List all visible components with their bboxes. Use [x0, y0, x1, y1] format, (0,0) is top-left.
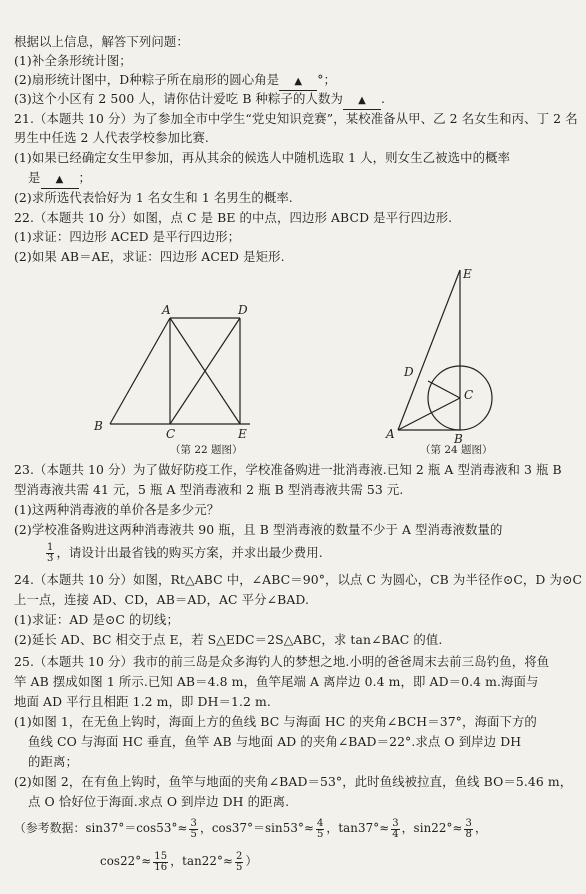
- q25-title: 25.（本题共 10 分）我市的前三岛是众多海钓人的梦想之地.小明的爸爸周末去前三岛钓鱼，将鱼: [14, 654, 550, 669]
- label-E: E: [463, 267, 472, 281]
- answer-blank: ▲: [279, 72, 317, 91]
- label-B: B: [94, 419, 103, 433]
- q25-part1-cont2: 的距离；: [28, 754, 78, 769]
- q21-line2: 男生中任选 2 人代表学校参加比赛.: [14, 130, 209, 145]
- q-part-3: (3)这个小区有 2 500 人，请你估计爱吃 B 种粽子的人数为 ▲ .: [14, 91, 576, 110]
- q25-part2-cont: 点 O 恰好位于海面.求点 O 到岸边 DH 的距离.: [28, 794, 290, 809]
- figure-24-caption: （第 24 题图）: [420, 444, 493, 456]
- label-B: B: [454, 432, 463, 445]
- q23-part1: (1)这两种消毒液的单价各是多少元？: [14, 502, 220, 517]
- q22-title: 22.（本题共 10 分）如图，点 C 是 BE 的中点，四边形 ABCD 是平行四边形.: [14, 210, 453, 225]
- q25-part1: (1)如图 1，在无鱼上钩时，海面上方的鱼线 BC 与海面 HC 的夹角∠BCH＝37°，海面下方的: [14, 714, 537, 729]
- q21-part2: (2)求所选代表恰好为 1 名女生和 1 名男生的概率.: [14, 190, 293, 205]
- q-part-2: (2)扇形统计图中，D种粽子所在扇形的圆心角是 ▲ °；: [14, 72, 576, 91]
- label-D: D: [404, 365, 414, 379]
- q25-part2: (2)如图 2，在有鱼上钩时，鱼竿与地面的夹角∠BAD＝53°，此时鱼线被拉直，鱼线 BO＝5.46 m，: [14, 774, 573, 789]
- q25-line3: 地面 AD 平行且相距 1.2 m，即 DH＝1.2 m.: [14, 694, 271, 709]
- q24-title: 24.（本题共 10 分）如图，Rt△ABC 中，∠ABC＝90°，以点 C 为圆心，CB 为半径作⊙C，D 为⊙C: [14, 572, 583, 587]
- label-C: C: [166, 427, 176, 441]
- label-E: E: [238, 427, 247, 441]
- q24-part2: (2)延长 AD、BC 相交于点 E，若 S△EDC＝2S△ABC，求 tan∠BAC 的值.: [14, 632, 443, 647]
- q23-title: 23.（本题共 10 分）为了做好防疫工作，学校准备购进一批消毒液.已知 2 瓶 A 型消毒液和 3 瓶 B: [14, 462, 562, 477]
- q24-part1: (1)求证：AD 是⊙C 的切线；: [14, 612, 179, 627]
- q23-line2: 型消毒液共需 41 元，5 瓶 A 型消毒液和 2 瓶 B 型消毒液共需 53 元.: [14, 482, 404, 497]
- reference-data-2: cos22°≈ $\frac{15}{16}$ ，tan22°≈ $\frac{2}{5}$ ）: [100, 850, 258, 873]
- label-A: A: [386, 427, 395, 441]
- figure-22: [88, 300, 278, 460]
- q-part-1: (1)补全条形统计图；: [14, 53, 132, 68]
- answer-blank: ▲: [343, 91, 381, 110]
- q23-part2: (2)学校准备购进这两种消毒液共 90 瓶，且 B 型消毒液的数量不少于 A 型消毒液数量的: [14, 522, 503, 537]
- q23-part2-cont: $\frac{1}{3}$ ，请设计出最省钱的购买方案，并求出最少费用.: [47, 542, 323, 564]
- answer-blank: ▲: [41, 170, 79, 189]
- intro-line: 根据以上信息，解答下列问题：: [14, 34, 189, 49]
- q21-part1: (1)如果已经确定女生甲参加，再从其余的候选人中随机选取 1 人，则女生乙被选中的概率: [14, 150, 511, 165]
- label-A: A: [162, 303, 171, 317]
- q25-part1-cont: 鱼线 CO 与海面 HC 垂直，鱼竿 AB 与地面 AD 的夹角∠BAD＝22°.求点 O 到岸边 DH: [28, 734, 522, 749]
- figure-22-caption: （第 22 题图）: [170, 444, 243, 456]
- label-D: D: [238, 303, 248, 317]
- q21-title: 21.（本题共 10 分）为了参加全市中学生“党史知识竞赛”，某校准备从甲、乙 2 名女生和丙、丁 2 名: [14, 111, 578, 126]
- q21-part1-cont: 是 ▲ ；: [28, 170, 576, 189]
- figure-24: [372, 260, 512, 445]
- q24-line2: 上一点，连接 AD、CD，AB＝AD，AC 平分∠BAD.: [14, 592, 309, 607]
- q22-part1: (1)求证：四边形 ACED 是平行四边形；: [14, 229, 241, 244]
- label-C: C: [464, 388, 474, 402]
- q25-line2: 竿 AB 摆成如图 1 所示.已知 AB＝4.8 m，鱼竿尾端 A 离岸边 0.4 m，即 AD＝0.4 m.海面与: [14, 674, 539, 689]
- fraction-one-third: $\frac{1}{3}$: [47, 542, 54, 564]
- reference-data: （参考数据：sin37°＝cos53°≈ $\frac{3}{5}$ ，cos37°＝sin53°≈ $\frac{4}{5}$ ，tan37°≈ $\frac{3}{4}$ ，sin22°≈ $\frac{3}{8}$ ，: [14, 817, 487, 840]
- q22-part2: (2)如果 AB＝AE，求证：四边形 ACED 是矩形.: [14, 249, 285, 264]
